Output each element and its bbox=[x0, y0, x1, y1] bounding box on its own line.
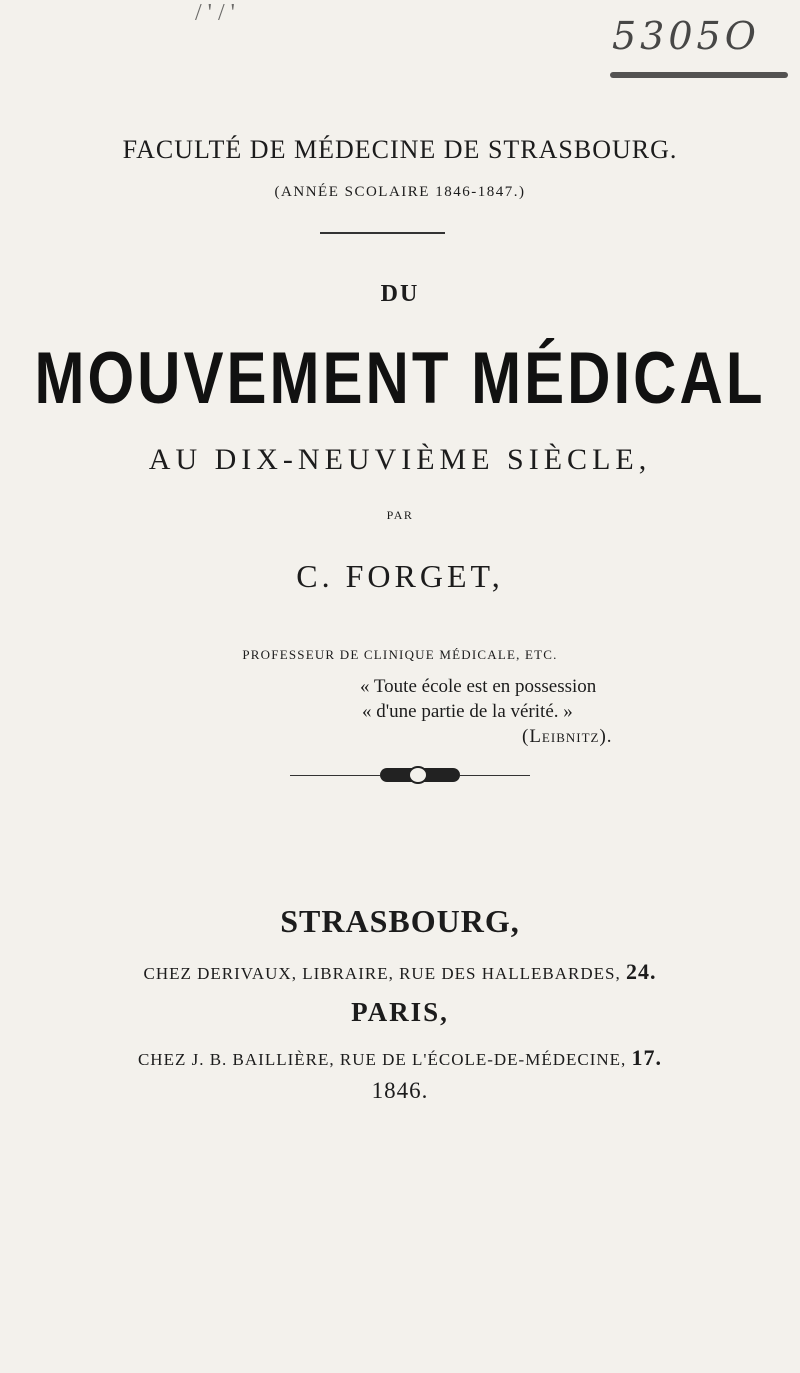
publisher-2-number: 17. bbox=[631, 1045, 663, 1070]
by-label: PAR bbox=[386, 508, 414, 522]
main-title: MOUVEMENT MÉDICAL bbox=[34, 337, 766, 419]
subtitle: AU DIX-NEUVIÈME SIÈCLE, bbox=[148, 443, 652, 476]
faculty-heading: FACULTÉ DE MÉDECINE DE STRASBOURG. bbox=[122, 135, 678, 164]
author-name: C. FORGET, bbox=[296, 558, 504, 594]
publisher-2-text: CHEZ J. B. BAILLIÈRE, RUE DE L'ÉCOLE-DE-MÉDECINE, bbox=[137, 1050, 627, 1069]
header-rule bbox=[320, 232, 445, 234]
ornament-rule-right bbox=[460, 775, 530, 776]
ornament-rule-left bbox=[290, 775, 380, 776]
epigraph-attribution: (Leibnitz). bbox=[522, 726, 613, 747]
title-prefix: DU bbox=[380, 281, 420, 307]
imprint-publisher-1 bbox=[0, 959, 800, 985]
imprint-city-strasbourg: STRASBOURG, bbox=[280, 903, 520, 939]
publisher-1-number: 24. bbox=[626, 959, 657, 984]
publisher-1-text: CHEZ DERIVAUX, LIBRAIRE, RUE DES HALLEBARDES, bbox=[143, 964, 621, 983]
epigraph-line-1: « Toute école est en possession bbox=[360, 676, 597, 697]
school-year: (ANNÉE SCOLAIRE 1846-1847.) bbox=[274, 184, 526, 200]
imprint-publisher-2 bbox=[0, 1045, 800, 1071]
imprint-city-paris: PARIS, bbox=[351, 997, 449, 1027]
epigraph-line-2: « d'une partie de la vérité. » bbox=[362, 701, 573, 722]
margin-marks: / ' / ' bbox=[195, 0, 235, 26]
ornament-center bbox=[408, 766, 428, 784]
shelfmark-underline bbox=[610, 72, 788, 78]
publication-year: 1846. bbox=[371, 1078, 429, 1103]
shelfmark: 5305O bbox=[612, 14, 760, 58]
author-position: PROFESSEUR DE CLINIQUE MÉDICALE, ETC. bbox=[242, 647, 558, 662]
